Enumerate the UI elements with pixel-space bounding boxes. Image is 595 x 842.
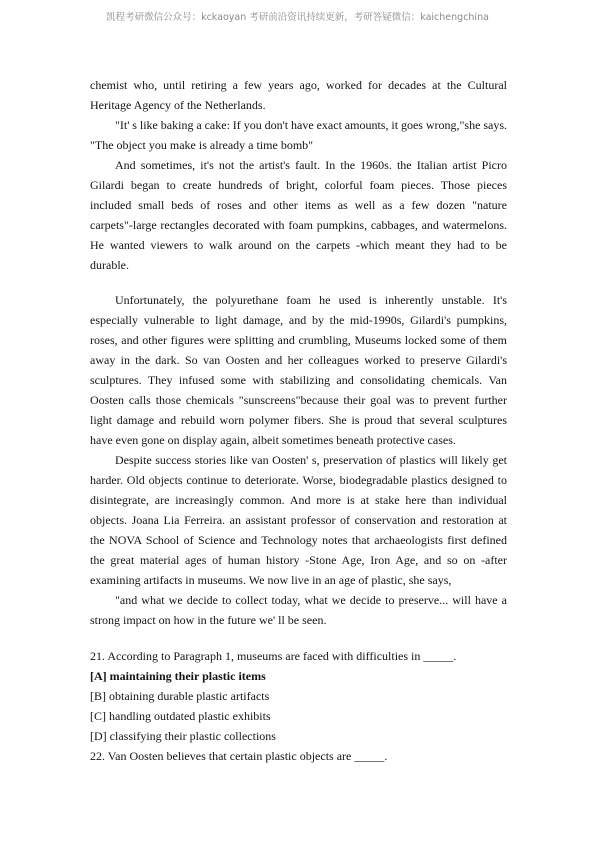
question-stem: 22. Van Oosten believes that certain plastic objects are _____. bbox=[90, 749, 388, 763]
paragraph bbox=[90, 75, 507, 115]
passage-line: strong impact on how in the future we' ll be seen. bbox=[90, 613, 327, 627]
passage-line: sculptures. They infused some with stabilizing and consolidating chemicals. Van bbox=[90, 373, 507, 387]
passage-line: Heritage Agency of the Netherlands. bbox=[90, 98, 266, 112]
passage-line: have even gone on display again, albeit sometimes beneath protective cases. bbox=[90, 433, 456, 447]
passage-line: durable. bbox=[90, 258, 129, 272]
paragraph bbox=[90, 590, 507, 630]
passage-line: "and what we decide to collect today, what we decide to preserve... will have a bbox=[115, 593, 507, 607]
passage-line: disintegrate, are increasingly common. And more is at stake here than individual bbox=[90, 493, 507, 507]
passage-line: included small beds of roses and other items as well as a few dozen "nature bbox=[90, 198, 507, 212]
passage-line: the NOVA School of Science and Technology notes that archaeologists first defined bbox=[90, 533, 507, 547]
reading-passage bbox=[90, 75, 507, 630]
passage-line: "It' s like baking a cake: If you don't have exact amounts, it goes wrong,"she says. bbox=[115, 118, 507, 132]
passage-line: harder. Old objects continue to deteriorate. Worse, biodegradable plastics designed to bbox=[90, 473, 507, 487]
answer-option: [A] maintaining their plastic items bbox=[90, 669, 266, 683]
passage-line: chemist who, until retiring a few years ago, worked for decades at the Cultural bbox=[90, 78, 507, 92]
question-section bbox=[90, 646, 507, 766]
question-stem: 21. According to Paragraph 1, museums are faced with difficulties in _____. bbox=[90, 649, 457, 663]
passage-line: And sometimes, it's not the artist's fault. In the 1960s. the Italian artist Picro bbox=[115, 158, 507, 172]
passage-line: away in the dark. So van Oosten and her colleagues worked to preserve Gilardi's bbox=[90, 353, 507, 367]
answer-option: [D] classifying their plastic collections bbox=[90, 729, 276, 743]
answer-option: [B] obtaining durable plastic artifacts bbox=[90, 689, 270, 703]
paragraph bbox=[90, 155, 507, 275]
page-header: 凯程考研微信公众号：kckaoyan 考研前沿资讯持续更新，考研答疑微信：kaichengchina bbox=[106, 12, 489, 23]
passage-line: He wanted viewers to walk around on the carpets -which meant they had to be bbox=[90, 238, 507, 252]
paragraph bbox=[90, 450, 507, 590]
paragraph bbox=[90, 290, 507, 450]
passage-line: Oosten calls those chemicals "sunscreens"because their goal was to prevent further bbox=[90, 393, 507, 407]
passage-line: examining artifacts in museums. We now live in an age of plastic, she says, bbox=[90, 573, 452, 587]
passage-line: roses, and other figures were splitting and crumbling, Museums locked some of them bbox=[90, 333, 507, 347]
passage-line: the great material ages of human history -Stone Age, Iron Age, and so on -after bbox=[90, 553, 507, 567]
passage-line: Unfortunately, the polyurethane foam he used is inherently unstable. It's bbox=[115, 293, 507, 307]
passage-line: Despite success stories like van Oosten' s, preservation of plastics will likely get bbox=[115, 453, 507, 467]
passage-line: Gilardi began to create hundreds of bright, colorful foam pieces. Those pieces bbox=[90, 178, 507, 192]
passage-line: "The object you make is already a time bomb" bbox=[90, 138, 314, 152]
answer-option: [C] handling outdated plastic exhibits bbox=[90, 709, 271, 723]
passage-line: light damage and rebuild worn polymer fibers. She is proud that several sculptures bbox=[90, 413, 507, 427]
passage-line: carpets"-large rectangles decorated with foam pumpkins, cabbages, and watermelons. bbox=[90, 218, 507, 232]
paragraph bbox=[90, 115, 507, 155]
passage-line: objects. Joana Lia Ferreira. an assistant professor of conservation and restoration at bbox=[90, 513, 507, 527]
passage-line: especially vulnerable to light damage, and by the mid-1990s, Gilardi's pumpkins, bbox=[90, 313, 507, 327]
